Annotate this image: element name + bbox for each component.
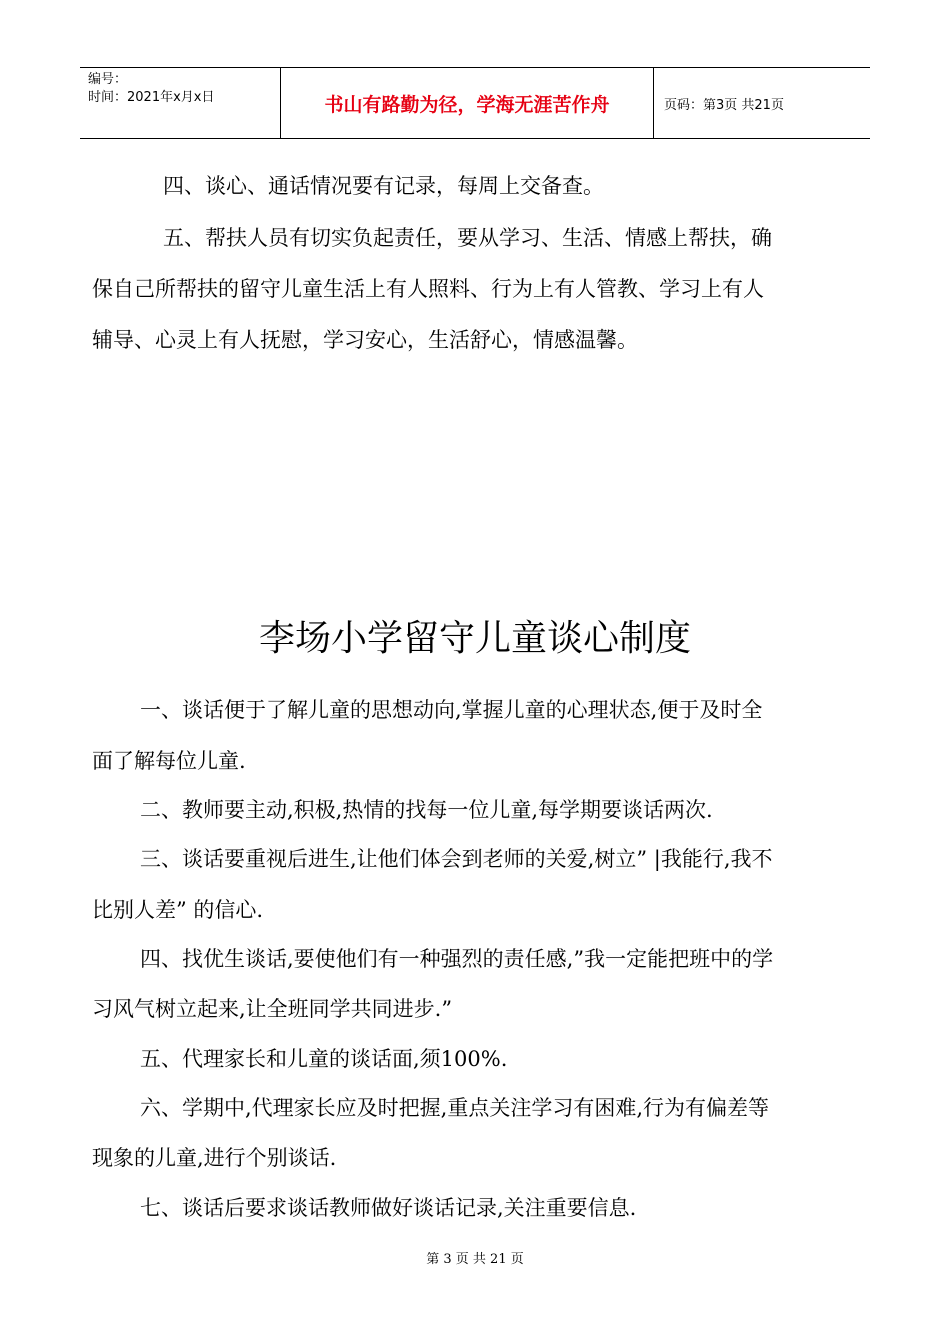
body-line: 四、找优生谈话,要使他们有一种强烈的责任感,”我一定能把班中的学: [140, 947, 774, 971]
header-motto-cell: [280, 68, 654, 138]
body-line: 六、学期中,代理家长应及时把握,重点关注学习有困难,行为有偏差等: [140, 1096, 770, 1120]
page-footer: 第 3 页 共 21 页: [426, 1252, 524, 1267]
body-line: 面了解每位儿童.: [92, 749, 246, 773]
body-line: 一、谈话便于了解儿童的思想动向,掌握儿童的心理状态,便于及时全: [140, 698, 763, 722]
body-line: 五、代理家长和儿童的谈话面,须100%.: [140, 1047, 508, 1071]
prev-paragraph-line: 保自己所帮扶的留守儿童生活上有人照料、行为上有人管教、学习上有人: [92, 277, 764, 301]
body-line: 现象的儿童,进行个别谈话.: [92, 1146, 337, 1170]
header-table: [80, 67, 870, 139]
body-line: 七、谈话后要求谈话教师做好谈话记录,关注重要信息.: [140, 1196, 637, 1220]
prev-paragraph-line: 辅导、心灵上有人抚慰，学习安心，生活舒心，情感温馨。: [92, 328, 638, 352]
header-page-number: 页码：第3页 共21页: [664, 97, 784, 113]
document-date: 时间：2021年x月x日: [88, 90, 215, 105]
page-title: 李场小学留守儿童谈心制度: [258, 618, 691, 659]
document-number: 编号：: [88, 72, 128, 87]
body-line: 三、谈话要重视后进生,让他们体会到老师的关爱,树立” |我能行,我不: [140, 847, 773, 871]
body-line: 二、教师要主动,积极,热情的找每一位儿童,每学期要谈话两次.: [140, 798, 713, 822]
header-page-cell: [654, 68, 870, 138]
header-meta: [80, 68, 280, 138]
body-line: 比别人差” 的信心.: [92, 898, 264, 922]
prev-paragraph-line: 四、谈心、通话情况要有记录，每周上交备查。: [163, 174, 604, 198]
header-motto: 书山有路勤为径，学海无涯苦作舟: [324, 93, 610, 116]
prev-paragraph-line: 五、帮扶人员有切实负起责任，要从学习、生活、情感上帮扶，确: [163, 226, 772, 250]
body-line: 习风气树立起来,让全班同学共同进步.”: [92, 997, 453, 1021]
